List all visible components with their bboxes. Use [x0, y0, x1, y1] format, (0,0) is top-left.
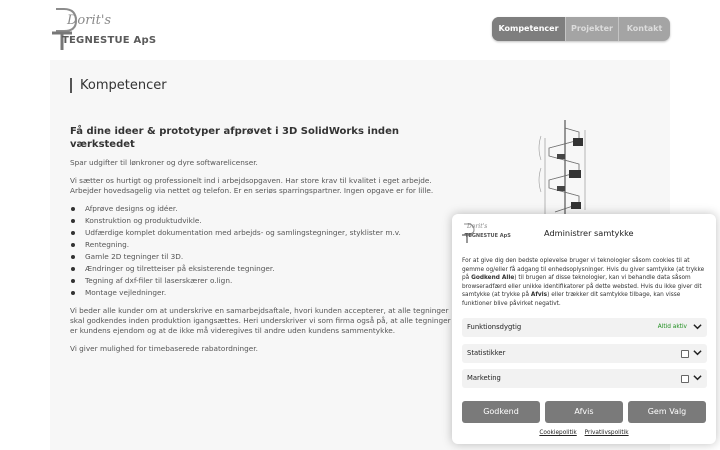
cookie-consent-dialog — [452, 214, 716, 444]
category-label: Marketing — [467, 374, 501, 382]
list-item: Ændringer og tilretteiser på eksisterende tegninger. — [70, 264, 455, 274]
chevron-down-icon[interactable] — [693, 373, 702, 382]
main-nav — [492, 17, 670, 41]
nav-item-kompetencer[interactable]: Kompetencer — [492, 17, 565, 41]
cookie-text-part: For at give dig den bedste oplevelse bruger vi teknologier såsom cookies til at gemme og/eller få adgang til enhedsoplysninger. Hvis du giver samtykke (at trykke på — [462, 258, 705, 282]
chevron-down-icon[interactable] — [693, 322, 702, 331]
cookie-text-part: ) eller trækker dit samtykke tilbage, kan visse funktioner blive påvirket negativt. — [462, 292, 681, 307]
cookie-policy-link[interactable]: Cookiepolitik — [539, 430, 577, 436]
nav-item-projekter[interactable]: Projekter — [565, 17, 618, 41]
logo-name: TEGNESTUE ApS — [62, 35, 157, 46]
category-marketing[interactable] — [462, 369, 707, 388]
chevron-down-icon[interactable] — [693, 348, 702, 357]
main-content — [70, 125, 455, 362]
deny-button[interactable]: Afvis — [545, 401, 623, 423]
policy-links — [452, 430, 716, 436]
cookie-logo-name: TEGNESTUE ApS — [465, 233, 511, 239]
staircase-illustration — [535, 118, 605, 218]
always-active-label: Altid aktiv — [657, 324, 687, 330]
site-logo[interactable] — [50, 7, 157, 52]
category-label: Statistikker — [467, 349, 506, 357]
cookie-logo-script: Dorit's — [467, 223, 488, 230]
paragraph-3: Vi giver mulighed for timebaserede rabatordninger. — [70, 344, 258, 353]
list-item: Afprøve designs og idéer. — [70, 204, 455, 214]
privacy-policy-link[interactable]: Privatlivspolitik — [584, 430, 629, 436]
cookie-title: Administrer samtykke — [544, 228, 634, 238]
page-title: Kompetencer — [70, 78, 167, 93]
logo-script: Dorit's — [67, 13, 112, 28]
paragraph-1: Vi sætter os hurtigt og professionelt ind i arbejdsopgaven. Har store krav til kvalitet i eget arbejde. Arbejder hovedsagelig via nettet og telefon. Er en seriøs sparringspartner. Ingen opgave er for lille. — [70, 176, 434, 195]
cookie-text-part: ) til brugen af disse teknologier, kan vi behandle data såsom browseradfærd eller unikke identifikatorer på dette websted. Hvis du ikke giver dit samtykke (at trykke på — [462, 275, 702, 299]
list-item: Udfærdige komplet dokumentation med arbejds- og samlingstegninger, styklister m.v. — [70, 228, 455, 238]
list-item: Konstruktion og produktudvikle. — [70, 216, 455, 226]
section-heading: Få dine ideer & prototyper afprøvet i 3D SolidWorks inden værkstedet — [70, 126, 399, 150]
statistics-checkbox[interactable] — [681, 350, 689, 358]
cookie-description — [462, 257, 709, 309]
list-item: Rentegning. — [70, 240, 455, 250]
intro-text: Spar udgifter til lønkroner og dyre softwarelicenser. — [70, 158, 258, 167]
category-label: Funktionsdygtig — [467, 323, 522, 331]
list-item: Montage vejledninger. — [70, 288, 455, 298]
cookie-text-bold: Afvis — [530, 292, 548, 299]
category-functional[interactable] — [462, 318, 707, 337]
nav-item-kontakt[interactable]: Kontakt — [618, 17, 670, 41]
category-statistics[interactable] — [462, 344, 707, 363]
accept-button[interactable]: Godkend — [462, 401, 540, 423]
paragraph-2: Vi beder alle kunder om at underskrive en samarbejdsaftale, hvori kunden accepterer, at alle tegninger skal godkendes inden produktion igangsættes. Heri underskriver vi som firma også på, at alle tegninger er kundens ejendom og at de ikke må videregives til andre uden kundens sammentykke. — [70, 306, 451, 335]
marketing-checkbox[interactable] — [681, 375, 689, 383]
list-item: Gamle 2D tegninger til 3D. — [70, 252, 455, 262]
save-preferences-button[interactable]: Gem Valg — [628, 401, 706, 423]
list-item: Tegning af dxf-filer til laserskærer o.lign. — [70, 276, 455, 286]
services-list — [70, 204, 455, 298]
cookie-text-bold: Godkend Alle — [471, 275, 515, 282]
